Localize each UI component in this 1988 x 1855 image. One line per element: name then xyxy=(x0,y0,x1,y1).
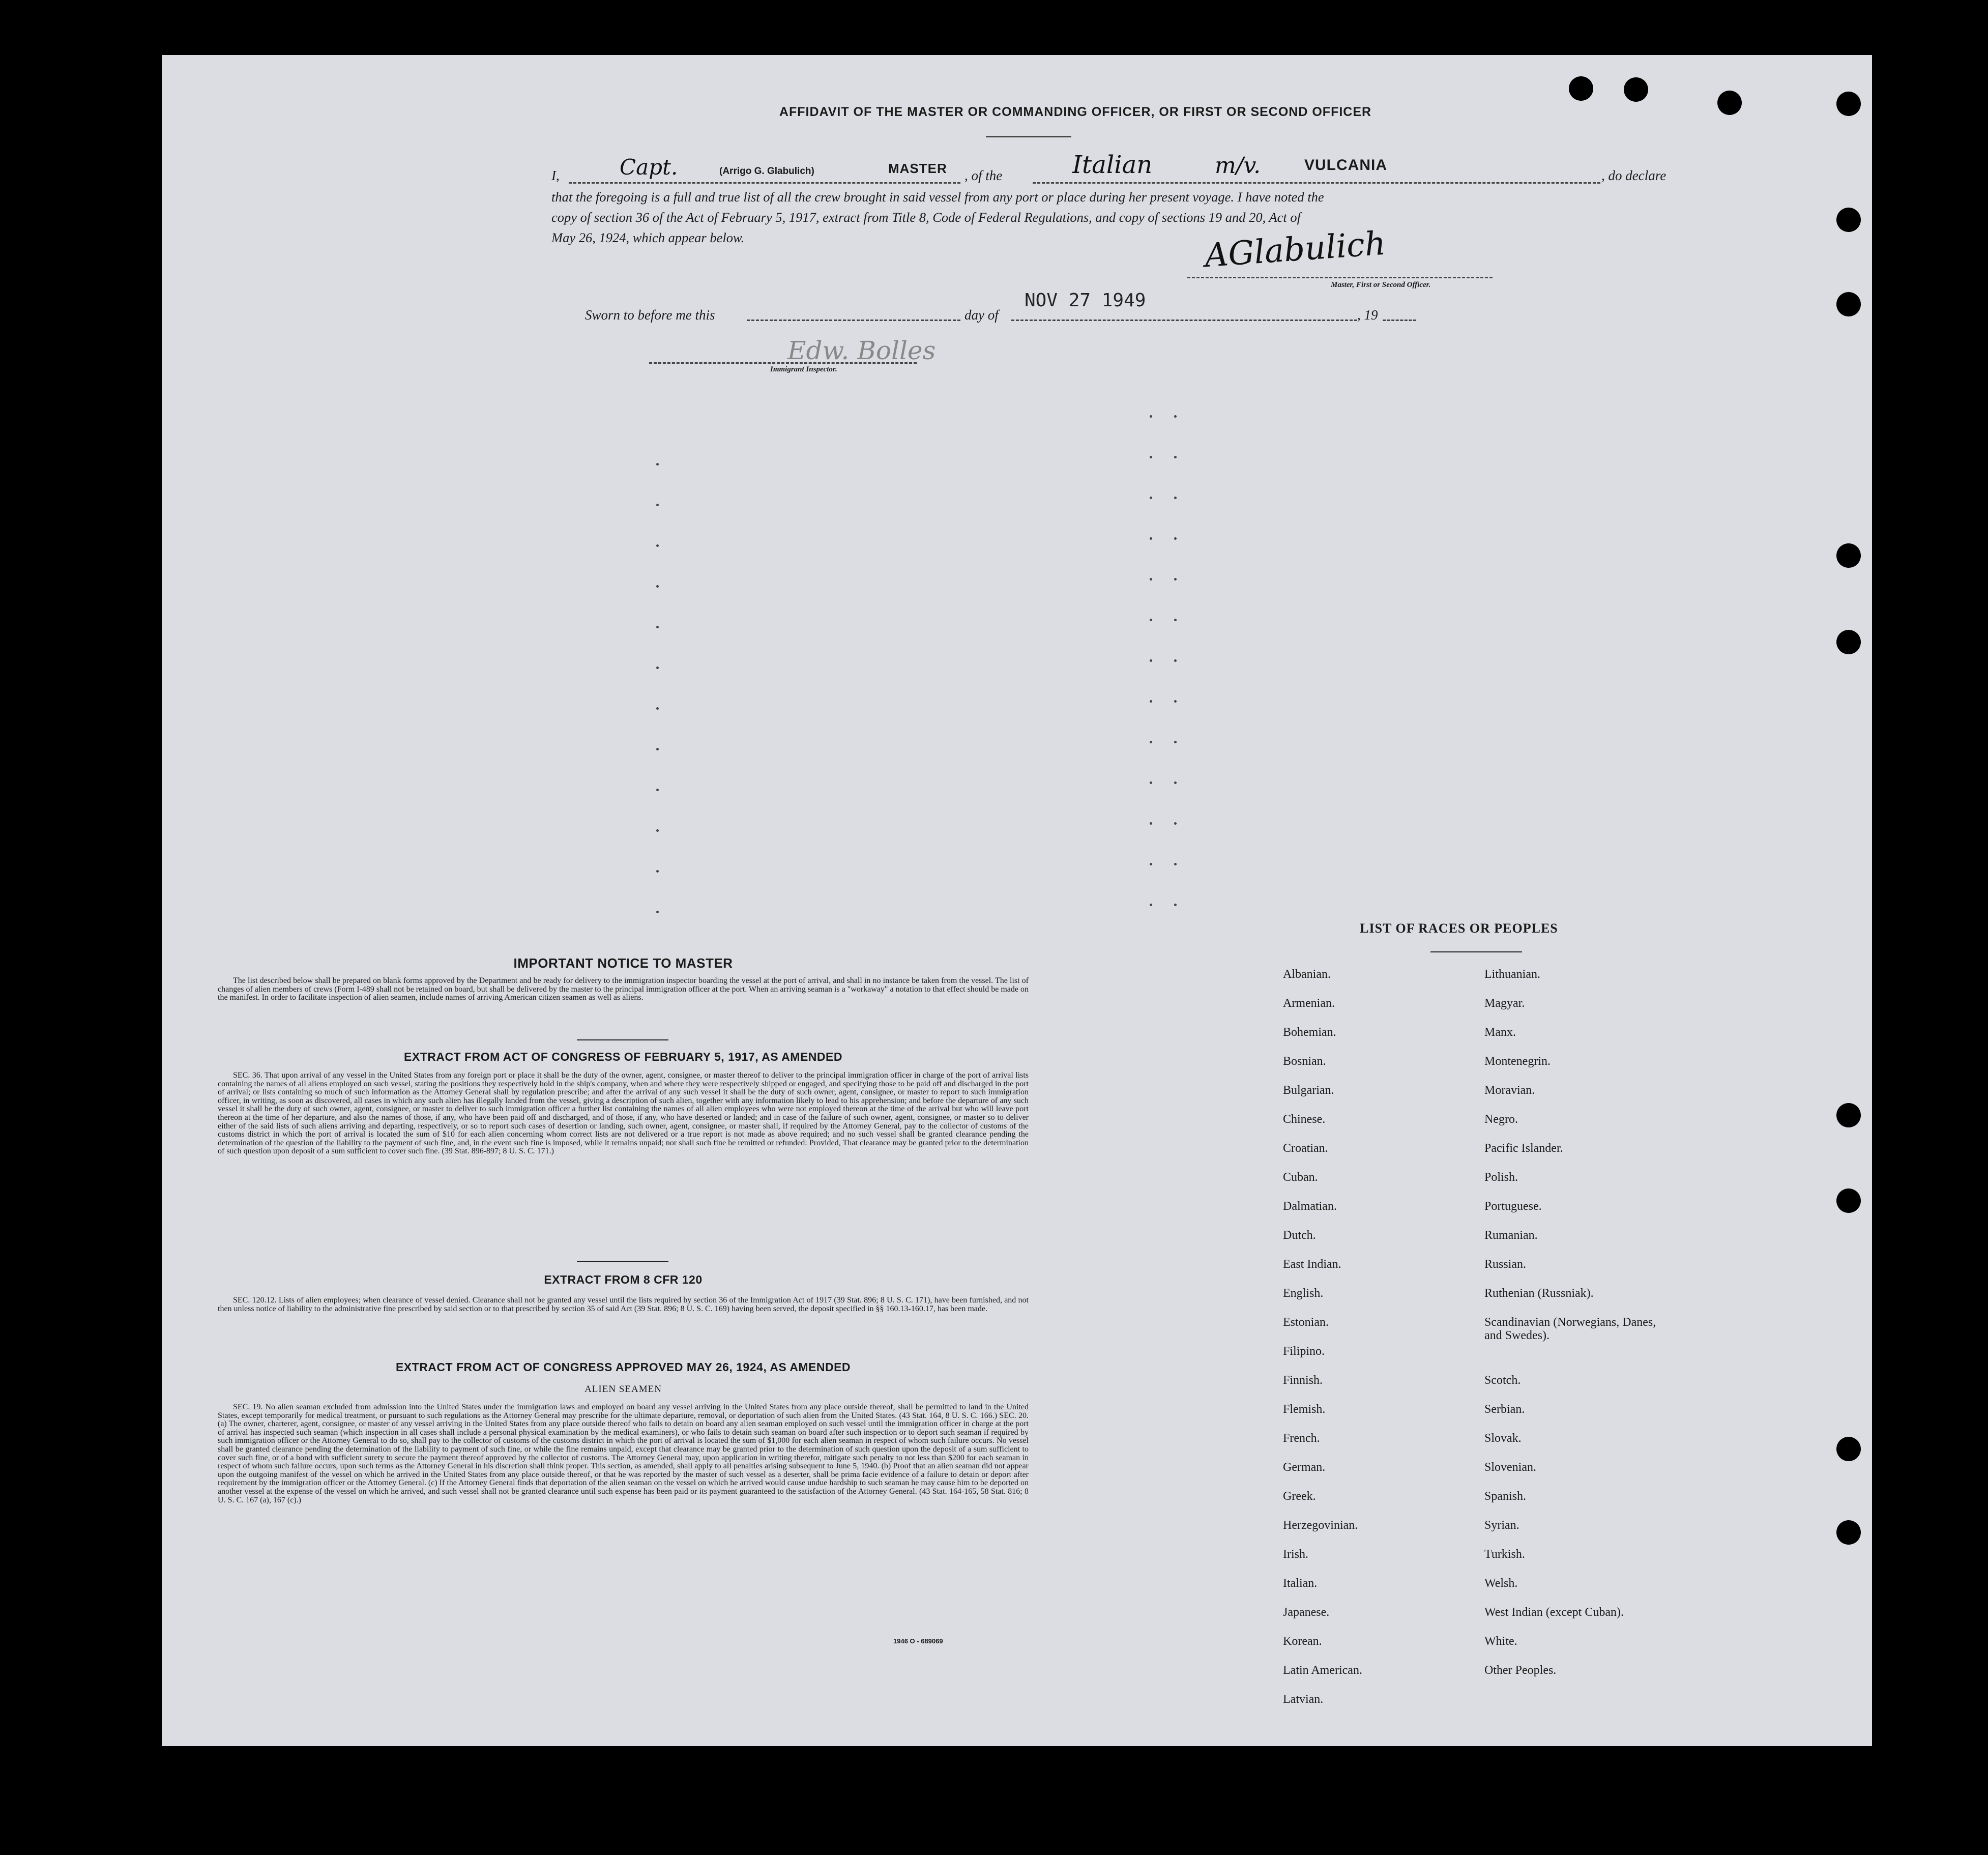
race-item: Scandinavian (Norwegians, Danes, and Swedes). xyxy=(1484,1316,1656,1342)
race-item: Greek. xyxy=(1283,1490,1316,1503)
race-item: Portuguese. xyxy=(1484,1200,1542,1213)
punch-hole xyxy=(1836,1437,1861,1461)
race-item: West Indian (except Cuban). xyxy=(1484,1606,1624,1619)
race-item: Bosnian. xyxy=(1283,1055,1326,1068)
race-item: Welsh. xyxy=(1484,1577,1518,1590)
race-item: Irish. xyxy=(1283,1548,1308,1561)
races-title: LIST OF RACES OR PEOPLES xyxy=(1360,921,1558,936)
affidavit-line-3: copy of section 36 of the Act of February 5, 1917, extract from Title 8, Code of Federal Regulations, and copy of sections 19 and 20, Act of xyxy=(551,210,1301,225)
race-item: Serbian. xyxy=(1484,1403,1525,1416)
inspector-caption: Immigrant Inspector. xyxy=(770,365,837,373)
extract-1924-subtitle: ALIEN SEAMEN xyxy=(584,1384,662,1395)
race-item: Manx. xyxy=(1484,1026,1516,1039)
of-the-label: , of the xyxy=(964,168,1003,183)
notice-rule xyxy=(577,1039,668,1040)
year-blank xyxy=(1383,320,1416,321)
master-name-typed: (Arrigo G. Glabulich) xyxy=(719,166,814,177)
race-item: Herzegovinian. xyxy=(1283,1519,1358,1532)
race-item: Dutch. xyxy=(1283,1229,1316,1242)
sworn-label: Sworn to before me this xyxy=(585,307,715,323)
race-item: Turkish. xyxy=(1484,1548,1525,1561)
sworn-month-blank xyxy=(1011,320,1357,321)
year-label: , 19 xyxy=(1357,307,1378,323)
race-item: English. xyxy=(1283,1287,1324,1300)
nationality-handwritten: Italian xyxy=(1072,151,1153,179)
race-item: Dalmatian. xyxy=(1283,1200,1337,1213)
race-item: Latin American. xyxy=(1283,1664,1362,1677)
signature-line xyxy=(1187,277,1493,278)
signature-caption: Master, First or Second Officer. xyxy=(1331,281,1431,289)
vessel-type-handwritten: m/v. xyxy=(1215,153,1261,179)
extract-1917-rule xyxy=(577,1261,668,1262)
punch-hole xyxy=(1836,1103,1861,1127)
punch-hole xyxy=(1836,208,1861,232)
punch-hole xyxy=(1717,91,1742,115)
race-item: White. xyxy=(1484,1635,1517,1648)
race-item: Rumanian. xyxy=(1484,1229,1538,1242)
punch-hole xyxy=(1836,292,1861,316)
print-code: 1946 O - 689069 xyxy=(893,1637,943,1645)
page-title: AFFIDAVIT OF THE MASTER OR COMMANDING OFFICER, OR FIRST OR SECOND OFFICER xyxy=(779,105,1372,119)
extract-cfr-title: EXTRACT FROM 8 CFR 120 xyxy=(544,1273,703,1286)
master-rank: MASTER xyxy=(888,161,947,176)
race-item: Other Peoples. xyxy=(1484,1664,1557,1677)
race-item: Italian. xyxy=(1283,1577,1318,1590)
race-item: Slovenian. xyxy=(1484,1461,1536,1474)
race-item: Russian. xyxy=(1484,1258,1527,1271)
race-item: Magyar. xyxy=(1484,997,1525,1010)
sworn-day-blank xyxy=(747,320,960,321)
race-item: German. xyxy=(1283,1461,1326,1474)
race-item: Slovak. xyxy=(1484,1432,1522,1445)
race-item: French. xyxy=(1283,1432,1320,1445)
affidavit-line-4: May 26, 1924, which appear below. xyxy=(551,230,745,245)
race-item: Finnish. xyxy=(1283,1374,1323,1387)
punch-hole xyxy=(1836,630,1861,654)
day-of-label: day of xyxy=(964,307,999,323)
master-signature: AGlabulich xyxy=(1203,224,1387,275)
race-item: Ruthenian (Russniak). xyxy=(1484,1287,1594,1300)
do-declare-label: , do declare xyxy=(1601,168,1667,183)
name-blank xyxy=(569,182,960,184)
races-rule xyxy=(1430,951,1522,952)
extract-1917-body: SEC. 36. That upon arrival of any vessel in the United States from any foreign port or place it shall be the duty of the owner, agent, consignee, or master thereof to deliver to the principal immigration officer in charge of the port of arrival lists containing the names of all aliens employed on such vessel, stating the positions they respectively hold in the ship's company, when and where they were respectively shipped or engaged, and specifying those to be paid off and discharged in the port of arrival; or lists containing so much of such information as the Attorney General shall by regulation prescribe; and after the arrival of any such vessel it shall be the duty of such owner, agent, consignee, or master to report to such immigration officer, in writing, as soon as discovered, all cases in which any such alien has illegally landed from the vessel, giving a description of such alien, together with any information likely to lead to his apprehension; and before the departure of any such vessel it shall be the duty of such owner, agent, consignee, or master to deliver to such immigration officer a further list containing the names of all alien employees who were not employed thereon at the time of the arrival but who will leave port thereon at the time of her departure, and also the names of those, if any, who have been paid off and discharged, and of those, if any, who have deserted or landed; and in case of the failure of such owner, agent, consignee, or master so to deliver either of the said lists of such aliens arriving and departing, respectively, or so to report such cases of desertion or landing, such owner, agent, consignee, or master shall, if required by the Attorney General, pay to the collector of customs of the customs district in which the port of arrival is located the sum of $10 for each alien concerning whom correct lists are not delivered or a true report is not made as above required; and no such vessel shall be granted clearance pending the determination of the question of the liability to the payment of such fine, and, in the event such fine is imposed, while it remains unpaid; nor shall such fine be remitted or refunded: Provided, That clearance may be granted prior to the determination of such question upon deposit of a sum sufficient to cover such fine. (39 Stat. 896-897; 8 U. S. C. 171.) xyxy=(218,1071,1029,1156)
vessel-name: VULCANIA xyxy=(1304,157,1387,173)
race-item: Japanese. xyxy=(1283,1606,1330,1619)
notice-title: IMPORTANT NOTICE TO MASTER xyxy=(513,955,733,971)
race-item: Lithuanian. xyxy=(1484,968,1540,981)
race-item: Filipino. xyxy=(1283,1345,1325,1358)
race-item: Bulgarian. xyxy=(1283,1084,1334,1097)
race-item: Syrian. xyxy=(1484,1519,1519,1532)
affidavit-line-2: that the foregoing is a full and true list of all the crew brought in said vessel from any port or place during her present voyage. I have noted the xyxy=(551,189,1324,205)
race-item: Polish. xyxy=(1484,1171,1518,1184)
punch-hole xyxy=(1836,543,1861,568)
title-rule xyxy=(986,136,1071,137)
race-item: Flemish. xyxy=(1283,1403,1326,1416)
race-item: Pacific Islander. xyxy=(1484,1142,1563,1155)
race-item: East Indian. xyxy=(1283,1258,1341,1271)
race-item: Albanian. xyxy=(1283,968,1331,981)
master-name-handwritten: Capt. xyxy=(620,155,678,180)
race-item: Latvian. xyxy=(1283,1693,1324,1706)
race-item: Bohemian. xyxy=(1283,1026,1336,1039)
punch-hole xyxy=(1836,92,1861,116)
race-item: Korean. xyxy=(1283,1635,1322,1648)
pronoun: I, xyxy=(551,168,560,183)
notice-body: The list described below shall be prepared on blank forms approved by the Department and be ready for delivery to the immigration inspector boarding the vessel at the port of arrival, and shall in no instance be taken from the vessel. The list of changes of alien members of crews (Form I-489 shall not be retained on board, but shall be delivered by the master to the principal immigration officer at the port. When an arriving seaman is a "workaway" a notation to that effect should be made on the manifest. In order to facilitate inspection of alien seamen, include names of arriving American citizen seamen as well as aliens. xyxy=(218,976,1029,1002)
inspector-signature: Edw. Bolles xyxy=(787,336,936,365)
race-item: Armenian. xyxy=(1283,997,1335,1010)
extract-1924-body: SEC. 19. No alien seaman excluded from admission into the United States under the immigration laws and employed on board any vessel arriving in the United States from any place outside thereof, shall be permitted to land in the United States, except temporarily for medical treatment, or pursuant to such regulations as the Attorney General may prescribe for the ultimate departure, removal, or deportation of such alien from the United States. (43 Stat. 164, 8 U. S. C. 166.) SEC. 20. (a) The owner, charterer, agent, consignee, or master of any vessel arriving in the United States from any place outside thereof who fails to detain on board any alien seaman employed on such vessel until the immigration officer in charge at the port of arrival has inspected such seaman (which inspection in all cases shall include a personal physical examination by the medical examiners), or who fails to detain such seaman on board after such inspection or to deport such seaman if required by such immigration officer or the Attorney General to do so, shall pay to the collector of customs of the customs district in which the port of arrival is located the sum of $1,000 for each alien seaman in respect of whom such failure occurs. No vessel shall be granted clearance pending the determination of the liability to payment of such fine, or while the fine remains unpaid, except that clearance may be granted prior to the determination of such question upon the deposit of a sum sufficient to cover such fine, or of a bond with sufficient surety to secure the payment thereof approved by the collector of customs. The Attorney General may, upon application in writing therefor, mitigate such penalty to not less than $200 for each seaman in respect of whom such failure occurs, upon such terms as the Attorney General in his discretion shall think proper. This section, as amended, shall apply to all penalties arising subsequent to June 5, 1940. (b) Proof that an alien seaman did not appear upon the outgoing manifest of the vessel on which he arrived in the United States from any place outside thereof, or that he was reported by the master of such vessel as a deserter, shall be prima facie evidence of a failure to detain or deport after requirement by the immigration officer or the Attorney General. (c) If the Attorney General finds that deportation of the alien seaman on the vessel on which he arrived would cause undue hardship to such seaman he may cause him to be deported on another vessel at the expense of the vessel on which he arrived, and such vessel shall not be granted clearance until such expense has been paid or its payment guaranteed to the satisfaction of the Attorney General. (43 Stat. 164-165, 58 Stat. 816; 8 U. S. C. 167 (a), 167 (c).) xyxy=(218,1403,1029,1504)
punch-hole xyxy=(1836,1189,1861,1213)
document-page xyxy=(162,55,1872,1746)
race-item: Montenegrin. xyxy=(1484,1055,1551,1068)
race-item: Chinese. xyxy=(1283,1113,1326,1126)
race-item: Estonian. xyxy=(1283,1316,1329,1329)
punch-hole xyxy=(1624,77,1648,102)
punch-hole xyxy=(1836,1520,1861,1545)
extract-cfr-body: SEC. 120.12. Lists of alien employees; when clearance of vessel denied. Clearance shall not be granted any vessel until the lists required by section 36 of the Immigration Act of 1917 (39 Stat. 896; 8 U. S. C. 171), have been furnished, and not then unless notice of liability to the administrative fine prescribed by said section or to that prescribed by section 35 of said Act (39 Stat. 896; 8 U. S. C. 169) having been served, the deposit specified in §§ 160.13-160.17, has been made. xyxy=(218,1296,1029,1313)
inspector-line xyxy=(649,362,917,364)
race-item: Cuban. xyxy=(1283,1171,1318,1184)
race-item: Scotch. xyxy=(1484,1374,1521,1387)
race-item: Negro. xyxy=(1484,1113,1518,1126)
vessel-blank xyxy=(1033,182,1600,184)
date-stamp: NOV 27 1949 xyxy=(1025,290,1146,311)
punch-hole xyxy=(1569,76,1593,101)
extract-1924-title: EXTRACT FROM ACT OF CONGRESS APPROVED MAY 26, 1924, AS AMENDED xyxy=(395,1360,851,1374)
extract-1917-title: EXTRACT FROM ACT OF CONGRESS OF FEBRUARY 5, 1917, AS AMENDED xyxy=(404,1050,842,1063)
race-item: Croatian. xyxy=(1283,1142,1328,1155)
race-item: Moravian. xyxy=(1484,1084,1535,1097)
race-item: Spanish. xyxy=(1484,1490,1527,1503)
